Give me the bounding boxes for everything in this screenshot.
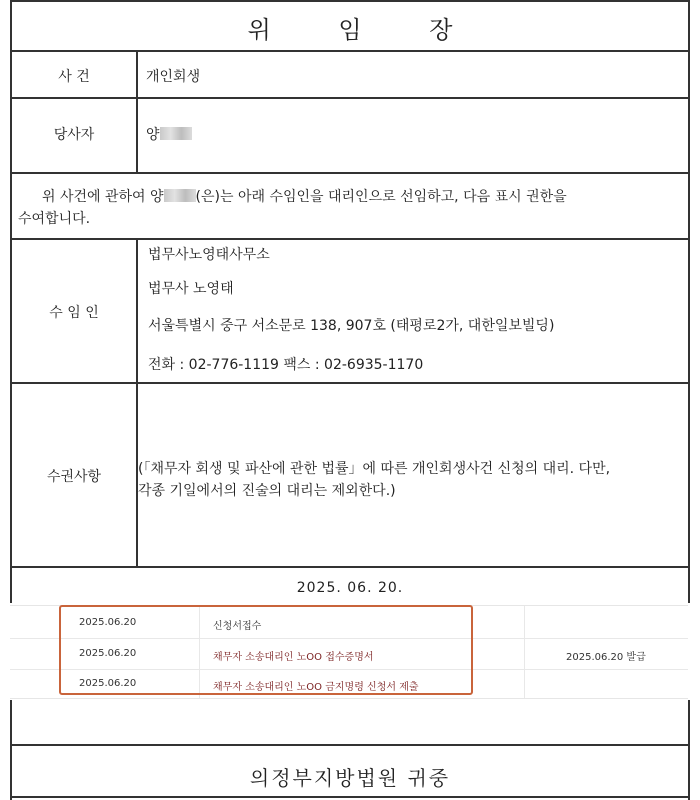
court-name: 의정부지방법원 귀중 (249, 766, 451, 790)
delegation-paragraph (18, 186, 678, 230)
highlight-box (59, 605, 473, 695)
rule (12, 382, 688, 384)
record-description: 신청서접수 (213, 621, 262, 632)
delegation-text-before: 위 사건에 관하여 양 (42, 189, 164, 205)
rule (12, 796, 688, 798)
delegation-text-after: (은)는 아래 수임인을 대리인으로 선임하고, 다음 표시 권한을 (195, 189, 567, 205)
rule (12, 744, 688, 746)
attorney-label: 수 임 인 (49, 305, 99, 321)
record-date: 2025.06.20 (79, 678, 137, 689)
redacted-name (164, 189, 196, 202)
rule (12, 238, 688, 240)
rule (12, 97, 688, 99)
attorney-office: 법무사노영태사무소 (148, 247, 270, 263)
record-result: 2025.06.20 발급 (566, 652, 646, 663)
power-of-attorney-form (10, 0, 690, 603)
redacted-name (160, 127, 192, 140)
document-date: 2025. 06. 20. (296, 580, 404, 596)
party-label: 당사자 (53, 127, 95, 143)
authority-text-line1: (「채무자 회생 및 파산에 관한 법률」에 따른 개인회생사건 신청의 대리. 다만, (138, 461, 611, 477)
party-name: 양 (146, 127, 160, 143)
record-date: 2025.06.20 (79, 648, 137, 659)
authority-label: 수권사항 (46, 469, 102, 485)
column-divider (136, 50, 138, 172)
column-divider (136, 238, 138, 566)
rule (12, 50, 688, 52)
case-value: 개인회생 (146, 69, 201, 85)
rule (12, 172, 688, 174)
delegation-text-line2: 수여합니다. (18, 211, 91, 227)
attorney-contact: 전화 : 02-776-1119 팩스 : 02-6935-1170 (148, 357, 424, 373)
authority-text (138, 458, 610, 502)
rule (12, 0, 688, 2)
authority-text-line2: 각종 기일에서의 진술의 대리는 제외한다.) (138, 483, 396, 499)
rule (12, 566, 688, 568)
case-label: 사 건 (58, 69, 90, 85)
record-description: 채무자 소송대리인 노OO 접수증명서 (213, 652, 374, 663)
attorney-address: 서울특별시 중구 서소문로 138, 907호 (태평로2가, 대한일보빌딩) (148, 318, 555, 334)
attorney-name: 법무사 노영태 (148, 281, 234, 297)
document-title: 위 임 장 (247, 16, 483, 44)
record-date: 2025.06.20 (79, 617, 137, 628)
party-value (146, 124, 192, 144)
record-description: 채무자 소송대리인 노OO 금지명령 신청서 제출 (213, 682, 419, 693)
